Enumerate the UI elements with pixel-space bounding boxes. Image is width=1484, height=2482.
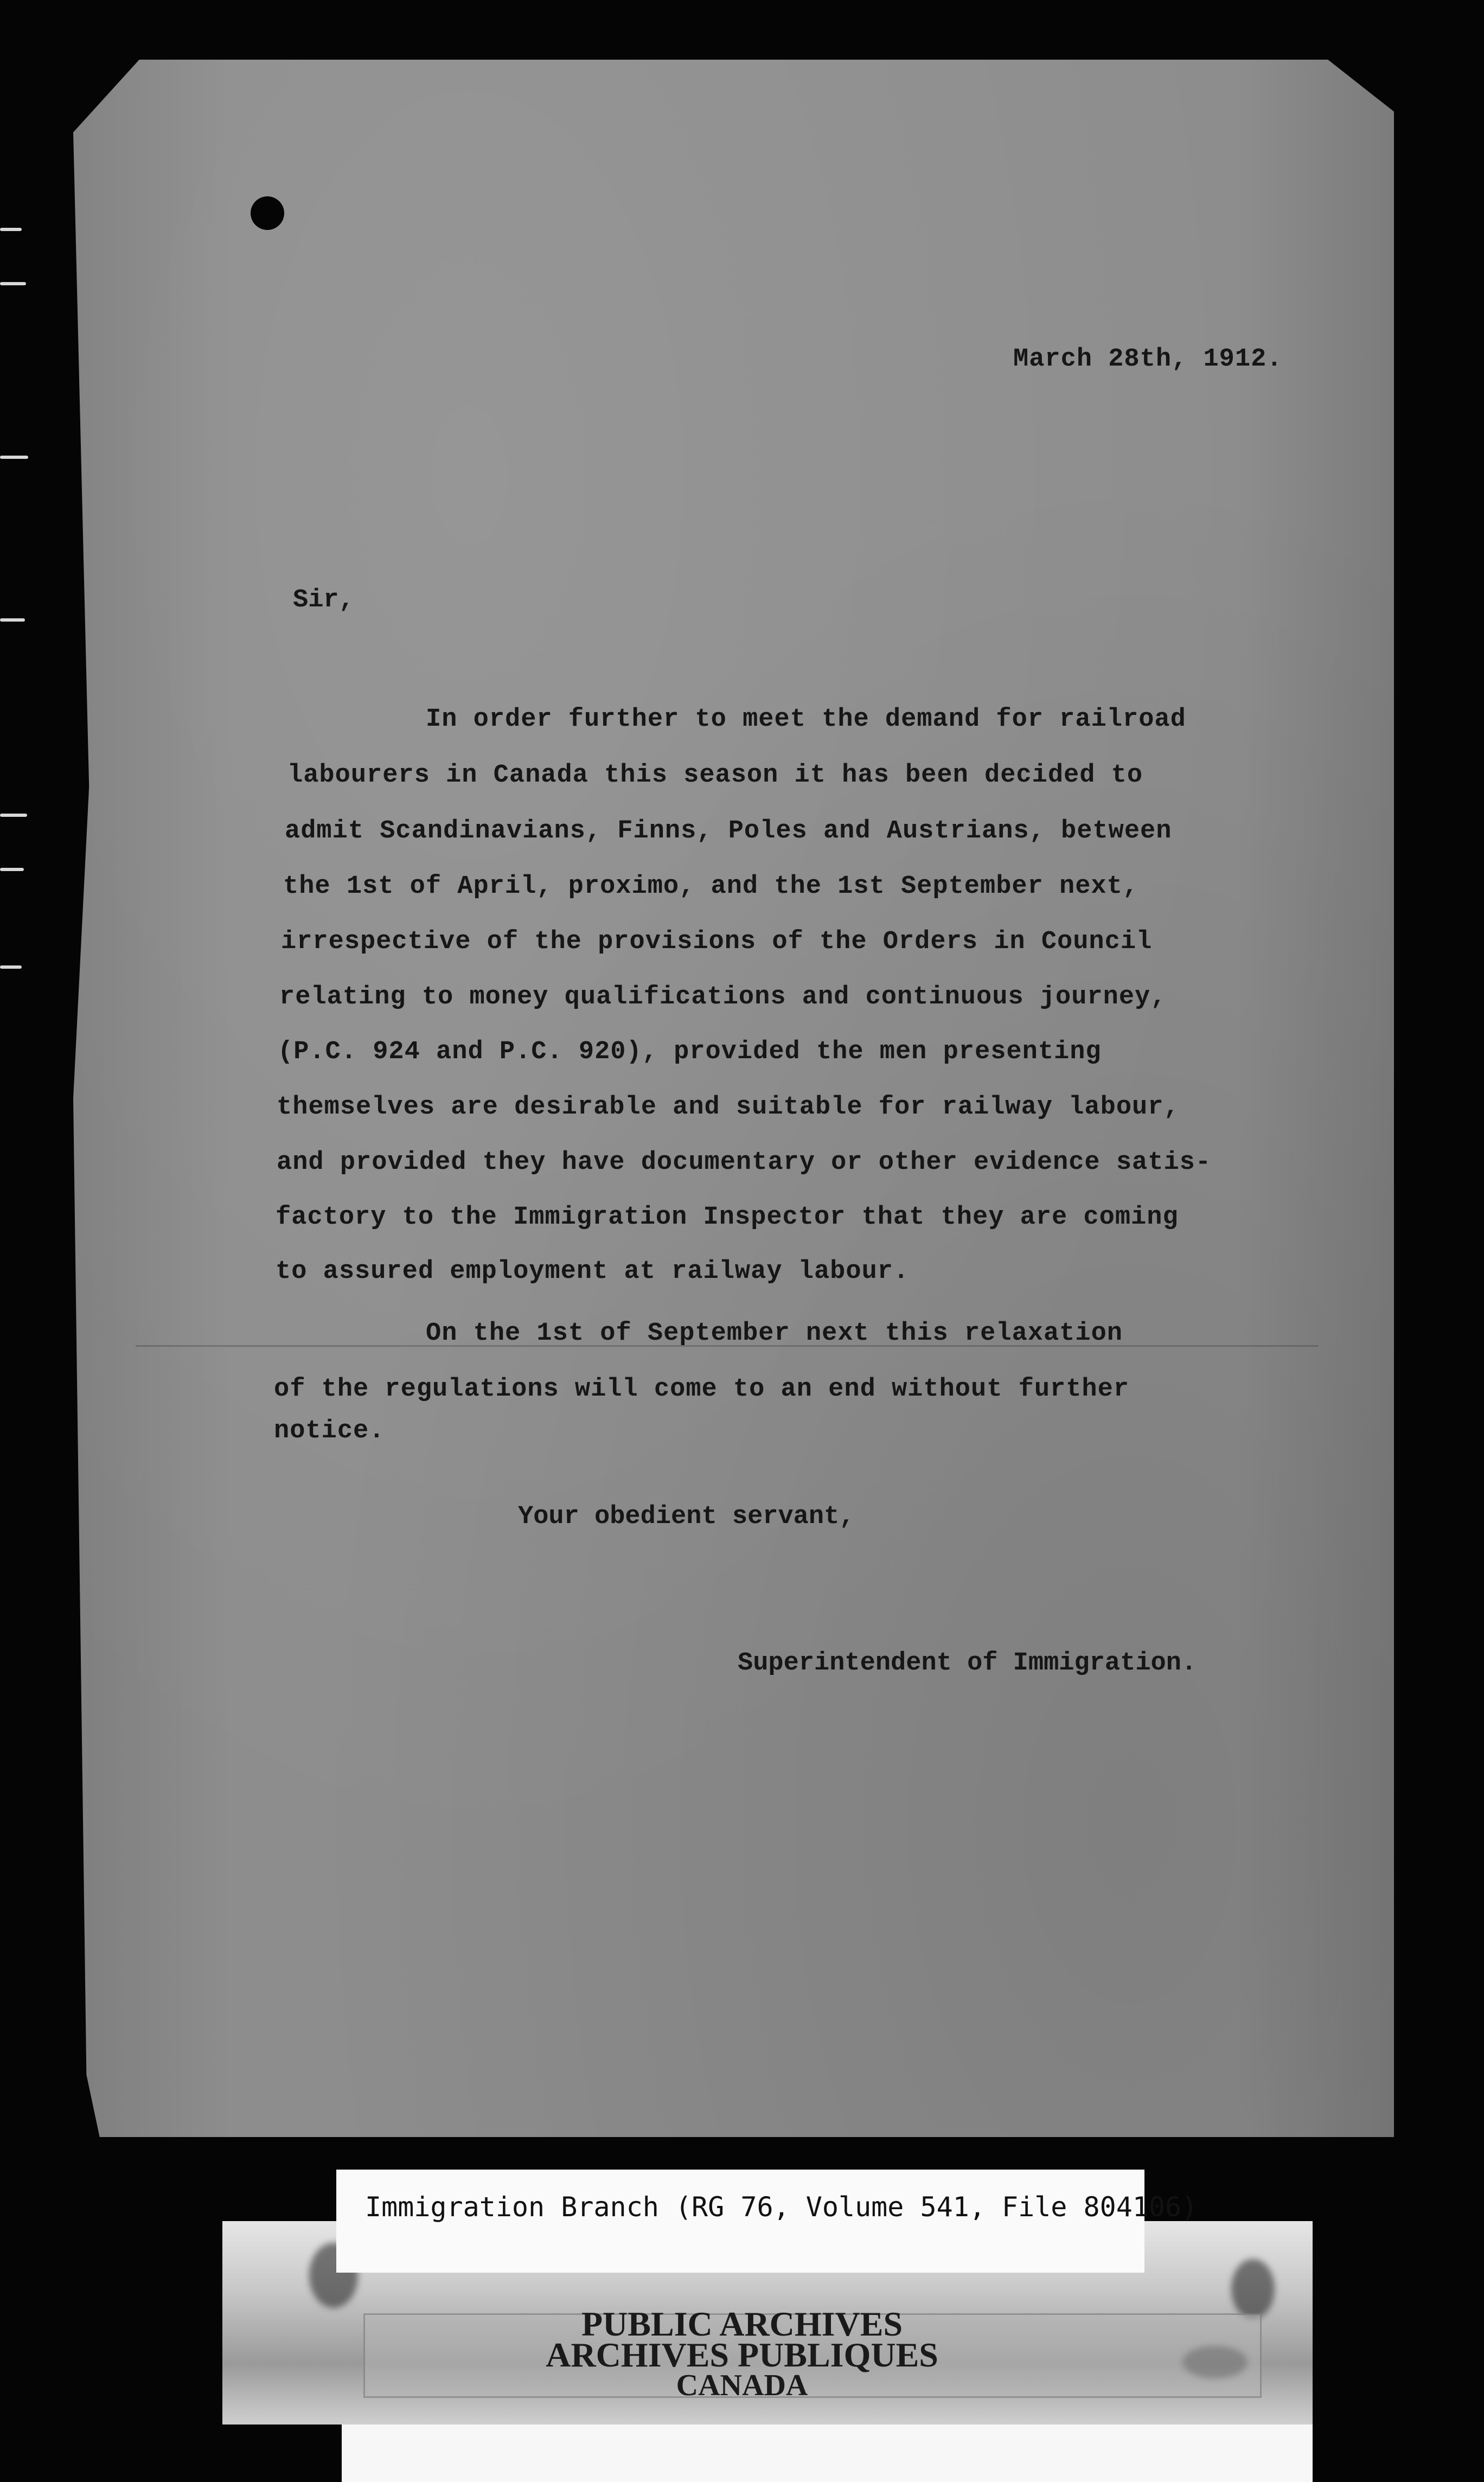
archive-reference-label bbox=[336, 2170, 1198, 2273]
letter-date: March 28th, 1912. bbox=[1013, 345, 1283, 374]
film-edge-mark bbox=[0, 618, 25, 622]
paragraph-line: irrespective of the provisions of the Orders in Council bbox=[281, 927, 1153, 956]
stamp-line-3: CANADA bbox=[676, 2369, 808, 2402]
paragraph-line: labourers in Canada this season it has been decided to bbox=[287, 761, 1143, 790]
film-edge-mark bbox=[0, 965, 22, 969]
stamp-line-1: PUBLIC ARCHIVES bbox=[581, 2305, 903, 2343]
punch-hole bbox=[251, 196, 284, 230]
film-edge-mark bbox=[0, 868, 24, 871]
paragraph-line: and provided they have documentary or other evidence satis- bbox=[277, 1148, 1212, 1177]
paragraph-line: of the regulations will come to an end without further bbox=[274, 1375, 1130, 1404]
paragraph-line: In order further to meet the demand for railroad bbox=[426, 705, 1186, 734]
stamp-line-2: ARCHIVES PUBLIQUES bbox=[546, 2336, 938, 2374]
paragraph-line: On the 1st of September next this relaxation bbox=[426, 1319, 1123, 1348]
letter-signature: Superintendent of Immigration. bbox=[738, 1649, 1197, 1678]
letter-salutation: Sir, bbox=[293, 586, 354, 615]
film-edge-mark bbox=[0, 282, 26, 285]
paragraph-line: notice. bbox=[274, 1417, 385, 1445]
paragraph-line: relating to money qualifications and continuous journey, bbox=[279, 983, 1167, 1012]
letter-closing: Your obedient servant, bbox=[518, 1502, 855, 1531]
paragraph-line: admit Scandinavians, Finns, Poles and Austrians, between bbox=[285, 817, 1172, 846]
paragraph-line: themselves are desirable and suitable for railway labour, bbox=[277, 1093, 1180, 1122]
film-edge-mark bbox=[0, 456, 28, 459]
paragraph-line: (P.C. 924 and P.C. 920), provided the men presenting bbox=[278, 1038, 1102, 1066]
paragraph-line: to assured employment at railway labour. bbox=[276, 1257, 910, 1286]
film-edge-mark bbox=[0, 814, 27, 817]
film-edge-mark bbox=[0, 228, 22, 231]
bottom-card-edge bbox=[342, 2425, 1313, 2482]
paragraph-line: the 1st of April, proximo, and the 1st September next, bbox=[283, 872, 1139, 901]
paragraph-line: factory to the Immigration Inspector that they are coming bbox=[276, 1203, 1179, 1232]
archive-reference-text: Immigration Branch (RG 76, Volume 541, File 804106) bbox=[365, 2191, 1198, 2223]
